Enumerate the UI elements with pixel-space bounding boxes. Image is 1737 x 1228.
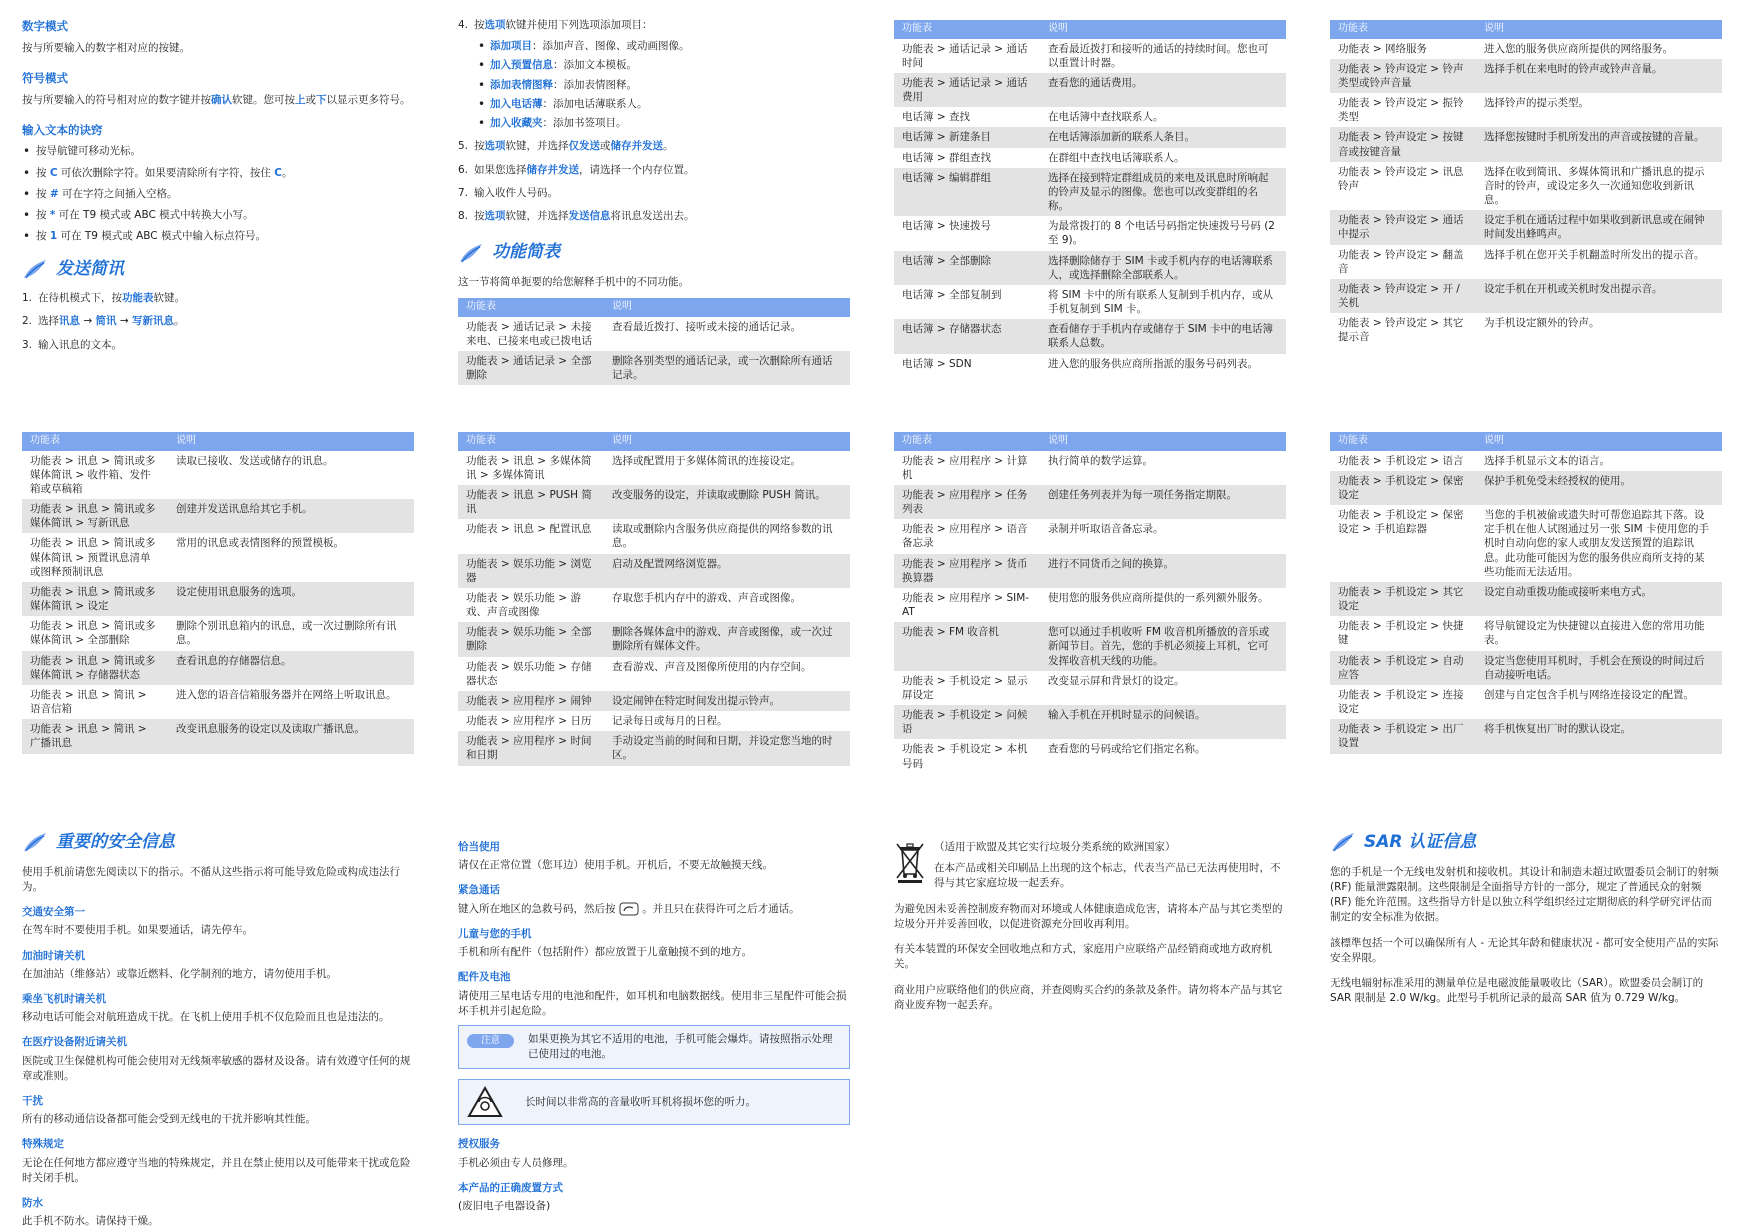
list-item: 6. 如果您选择储存并发送，请选择一个内存位置。 [458, 163, 695, 176]
table-cell-description: 查看游戏、声音及图像所使用的内存空间。 [612, 660, 812, 673]
table-cell-description: 将手机恢复出厂时的默认设定。 [1476, 719, 1722, 753]
table-row [1330, 471, 1722, 505]
table-row [458, 317, 850, 351]
table-cell-function: 电话簿 > 快速拨号 [902, 220, 991, 233]
safety2-heading-5: 授权服务 [458, 1138, 500, 1151]
column-header-function: 功能表 [458, 432, 604, 451]
table-header-row [458, 432, 850, 451]
table-row [1330, 279, 1722, 313]
column-header-description: 说明 [1040, 432, 1286, 451]
column-header-function: 功能表 [1330, 20, 1476, 39]
table-cell-function: 功能表 > 铃声设定 > 铃声类型或铃声音量 [1330, 59, 1476, 93]
symbol-mode-text: 按与所要输入的符号相对应的数字键并按确认软键。您可按上或下以显示更多符号。 [22, 93, 411, 106]
table-cell-function: 功能表 > 手机设定 > 保密设定 [1330, 471, 1476, 505]
list-item: • 按 1 可在 T9 模式或 ABC 模式中输入标点符号。 [22, 229, 414, 244]
crossed-bin-icon [894, 840, 926, 884]
table-row [22, 719, 414, 753]
table-row [22, 451, 414, 500]
table-cell-description: 选择删除储存于 SIM 卡或手机内存的电话簿联系人，或选择删除全部联系人。 [1040, 251, 1286, 285]
table-cell-function: 功能表 > 手机设定 > 快捷键 [1338, 620, 1464, 647]
panel-applications-table [894, 432, 1286, 774]
panel-text-input [22, 18, 414, 363]
table-cell-description: 选择手机显示文本的语言。 [1484, 454, 1610, 467]
panel-messages-table [22, 432, 414, 754]
table-cell-function: 功能表 > 手机设定 > 连接设定 [1338, 688, 1464, 716]
safety2-heading-4: 配件及电池 [458, 971, 511, 984]
safety-heading-2: 加油时请关机 [22, 949, 85, 962]
table-cell-function: 功能表 > 应用程序 > 时间和日期 [458, 731, 604, 765]
table-cell-description: 选择在收到简讯、多媒体简讯和广播讯息的提示音时的铃声，或设定多久一次通知您收到新讯息。 [1484, 165, 1705, 207]
table-cell-description: 改变讯息服务的设定以及读取广播讯息。 [168, 719, 414, 753]
list-item: 7. 输入收件人号码。 [458, 186, 558, 199]
list-item: • 按 * 可在 T9 模式或 ABC 模式中转换大小写。 [22, 208, 414, 223]
table-cell-function: 功能表 > 铃声设定 > 开 / 关机 [1330, 279, 1476, 313]
table-cell-description: 存取您手机内存中的游戏、声音或图像。 [612, 591, 801, 604]
weee-text-2: 在本产品或相关印刷品上出现的这个标志，代表当产品已无法再使用时，不得与其它家庭垃圾一起丢弃。 [934, 862, 1281, 890]
table-row [458, 485, 850, 519]
table-row [458, 622, 850, 656]
table-cell-description: 查看您的通话费用。 [1040, 73, 1286, 107]
table-row [458, 657, 850, 691]
safety2-heading-2: 紧急通话 [458, 884, 500, 897]
table-row [1330, 616, 1722, 650]
table-cell-description: 启动及配置网络浏览器。 [604, 554, 850, 588]
table-row [894, 251, 1286, 285]
table-cell-function: 功能表 > 应用程序 > 语音备忘录 [902, 523, 1028, 550]
panel-entertainment-table [458, 432, 850, 766]
table-row [894, 107, 1286, 127]
table-cell-function: 功能表 > 讯息 > 多媒体简讯 > 多媒体简讯 [466, 454, 592, 481]
table-cell-description: 选择在接到特定群组成员的来电及讯息时所响起的铃声及显示的图像。您也可以改变群组的名称。 [1040, 168, 1286, 217]
section-leaf-icon [22, 258, 48, 280]
safety2-heading-6: 本产品的正确废置方式 [458, 1181, 563, 1194]
send-steps-cont [458, 18, 850, 224]
function-table [458, 432, 850, 766]
list-item: • 按 C 可依次删除字符。如果要清除所有字符，按住 C。 [22, 166, 414, 181]
table-cell-function: 功能表 > 讯息 > 简讯或多媒体简讯 > 收件箱、发件箱或草稿箱 [30, 454, 156, 495]
table-cell-description: 查看您的号码或给它们指定名称。 [1048, 743, 1206, 756]
column-header-function: 功能表 [894, 20, 1040, 39]
table-cell-function: 功能表 > 手机设定 > 保密设定 > 手机追踪器 [1338, 509, 1464, 536]
table-row [894, 739, 1286, 773]
table-cell-description: 删除个别讯息箱内的讯息，或一次过删除所有讯息。 [176, 620, 397, 647]
table-cell-function: 功能表 > 讯息 > 配置讯息 [466, 523, 592, 536]
weee-block [894, 840, 1286, 892]
table-row [894, 148, 1286, 168]
table-cell-description: 进入您的语音信箱服务器并在网络上听取讯息。 [176, 688, 397, 701]
table-cell-description: 查看讯息的存储器信息。 [168, 651, 414, 685]
warning-text: 长时间以非常高的音量收听耳机将损坏您的听力。 [525, 1095, 756, 1108]
table-row [894, 73, 1286, 107]
column-header-description: 说明 [168, 432, 414, 451]
table-cell-description: 查看最近拨打和接听的通话的持续时间。您也可以重置计时器。 [1048, 42, 1269, 69]
column-header-description: 说明 [604, 432, 850, 451]
table-cell-function: 功能表 > 网络服务 [1338, 42, 1427, 55]
function-list-heading: 功能简表 [458, 240, 850, 265]
safety-text-2: 在加油站（维修站）或靠近燃料、化学制剂的地方，请勿使用手机。 [22, 967, 337, 980]
table-cell-function: 功能表 > 铃声设定 > 讯息铃声 [1338, 165, 1464, 192]
column-header-function: 功能表 [458, 298, 604, 317]
table-cell-function: 功能表 > 应用程序 > 计算机 [902, 454, 1028, 481]
note-text: 如果更换为其它不适用的电池，手机可能会爆炸。请按照指示处理已使用过的电池。 [528, 1032, 833, 1061]
table-cell-description: 输入手机在开机时显示的问候语。 [1040, 705, 1286, 739]
safety-heading: 重要的安全信息 [22, 830, 414, 855]
panel-sound-table [1330, 20, 1722, 348]
safety-text-6: 无论在任何地方都应遵守当地的特殊规定，并且在禁止使用以及可能带来干扰或危险时关闭手机。 [22, 1156, 411, 1184]
table-row [1330, 651, 1722, 685]
table-row [1330, 685, 1722, 719]
table-row [894, 554, 1286, 588]
column-header-description: 说明 [604, 298, 850, 317]
table-header-row [22, 432, 414, 451]
table-row [1330, 210, 1722, 244]
table-cell-function: 功能表 > 通话记录 > 全部删除 [458, 351, 604, 385]
table-cell-description: 将 SIM 卡中的所有联系人复制到手机内存，或从手机复制到 SIM 卡。 [1048, 288, 1273, 316]
list-item: • 加入预置信息：添加文本模板。 [478, 58, 850, 73]
table-row [1330, 582, 1722, 616]
table-cell-function: 功能表 > 手机设定 > 显示屏设定 [902, 674, 1028, 701]
table-cell-function: 功能表 > 通话记录 > 通话时间 [902, 42, 1028, 69]
function-table [1330, 20, 1722, 348]
hearing-warning [458, 1079, 850, 1125]
table-cell-description: 选择手机在来电时的铃声或铃声音量。 [1476, 59, 1722, 93]
digit-mode-title: 数字模式 [22, 19, 68, 33]
table-row [1330, 505, 1722, 582]
sar-text-1: 您的手机是一个无线电发射机和接收机。其设计和制造未超过欧盟委员会制订的射频 (RF) 能量泄露限制。这些限制是全面指导方针的一部分，规定了普通民众的射频 (RF) 能允许范围。这些指导方针是以独立科学组织经过定期彻底的科学研究评估而制定的安全标准为依据。 [1330, 865, 1719, 924]
table-row [22, 685, 414, 719]
table-cell-description: 创建任务列表并为每一项任务指定期限。 [1040, 485, 1286, 519]
table-cell-function: 功能表 > 应用程序 > 日历 [466, 715, 592, 728]
table-cell-description: 执行简单的数学运算。 [1048, 454, 1153, 467]
table-cell-function: 功能表 > 讯息 > 简讯 > 语音信箱 [30, 688, 147, 716]
digit-mode-text: 按与所要输入的数字相对应的按键。 [22, 41, 190, 54]
table-cell-function: 功能表 > 手机设定 > 出厂设置 [1330, 719, 1476, 753]
table-cell-function: 功能表 > 手机设定 > 语言 [1338, 454, 1464, 467]
table-cell-description: 设定当您使用耳机时，手机会在预设的时间过后自动接听电话。 [1476, 651, 1722, 685]
table-cell-function: 功能表 > 应用程序 > 货币换算器 [894, 554, 1040, 588]
table-row [458, 711, 850, 731]
table-row [458, 519, 850, 553]
safety-text-7: 此手机不防水。请保持干燥。 [22, 1215, 159, 1228]
table-cell-function: 功能表 > 娱乐功能 > 浏览器 [458, 554, 604, 588]
table-header-row [458, 298, 850, 317]
table-cell-description: 手动设定当前的时间和日期，并设定您当地的时区。 [604, 731, 850, 765]
column-header-description: 说明 [1476, 432, 1722, 451]
table-cell-description: 使用您的服务供应商所提供的一系列额外服务。 [1048, 591, 1269, 604]
function-table [894, 432, 1286, 774]
table-cell-function: 功能表 > 手机设定 > 本机号码 [902, 743, 1028, 770]
table-cell-description: 改变服务的设定，并读取或删除 PUSH 简讯。 [604, 485, 850, 519]
table-row [894, 671, 1286, 705]
safety-text-5: 所有的移动通信设备都可能会受到无线电的干扰并影响其性能。 [22, 1113, 316, 1126]
table-cell-function: 功能表 > 应用程序 > SIM-AT [902, 591, 1030, 619]
table-cell-description: 在电话簿中查找联系人。 [1048, 111, 1164, 124]
table-cell-function: 功能表 > 铃声设定 > 其它提示音 [1338, 317, 1464, 344]
table-cell-description: 设定使用讯息服务的选项。 [168, 582, 414, 616]
table-row [22, 533, 414, 582]
table-cell-function: 功能表 > 讯息 > 简讯或多媒体简讯 > 设定 [22, 582, 168, 616]
sar-heading: SAR 认证信息 [1330, 830, 1722, 855]
table-row [1330, 127, 1722, 161]
table-row [1330, 39, 1722, 59]
table-cell-description: 保护手机免受未经授权的使用。 [1476, 471, 1722, 505]
function-table [22, 432, 414, 754]
function-intro: 这一节将简单扼要的给您解释手机中的不同功能。 [458, 275, 689, 288]
table-cell-description: 进入您的服务供应商所指派的服务号码列表。 [1048, 357, 1258, 370]
safety-heading-6: 特殊规定 [22, 1138, 64, 1151]
symbol-mode-title: 符号模式 [22, 70, 68, 85]
table-cell-function: 电话簿 > 全部删除 [894, 251, 1040, 285]
safety2-text-1: 请仅在正常位置（您耳边）使用手机。开机后，不要无故触摸天线。 [458, 859, 773, 872]
list-item: 1. 在待机模式下，按功能表软键。 [22, 292, 185, 305]
table-cell-description: 选择您按键时手机所发出的声音或按键的音量。 [1476, 127, 1722, 161]
table-cell-description: 当您的手机被偷或遗失时可帮您追踪其下落。设定手机在他人试图通过另一张 SIM 卡使用您的手机时自动向您的家人或朋友发送预置的追踪讯息。此功能可能因为您的服务供应商所支持的某些功能而无法适用。 [1484, 509, 1709, 578]
table-row [1330, 162, 1722, 211]
table-cell-function: 功能表 > 手机设定 > 问候语 [894, 705, 1040, 739]
table-row [894, 519, 1286, 553]
table-cell-function: 功能表 > 手机设定 > 其它设定 [1330, 582, 1476, 616]
table-row [894, 705, 1286, 739]
table-cell-function: 功能表 > 应用程序 > 闹钟 [458, 691, 604, 711]
table-cell-description: 在群组中查找电话簿联系人。 [1048, 151, 1185, 164]
table-cell-description: 将导航键设定为快捷键以直接进入您的常用功能表。 [1484, 620, 1705, 647]
list-item: • 添加项目：添加声音、图像、或动画图像。 [478, 39, 850, 54]
table-cell-description: 进入您的服务供应商所提供的网络服务。 [1484, 42, 1673, 55]
table-cell-function: 电话簿 > 群组查找 [902, 151, 991, 164]
table-header-row [1330, 432, 1722, 451]
safety-text-4: 医院或卫生保健机构可能会使用对无线频率敏感的器材及设备。请有效遵守任何的规章或准则。 [22, 1054, 411, 1082]
table-cell-description: 录制并听取语音备忘录。 [1048, 523, 1164, 536]
send-message-heading: 发送简讯 [22, 257, 414, 282]
panel-send-options [458, 18, 850, 385]
table-cell-description: 设定手机在开机或关机时发出提示音。 [1476, 279, 1722, 313]
table-cell-function: 功能表 > 通话记录 > 通话费用 [894, 73, 1040, 107]
table-row [22, 582, 414, 616]
send-key-icon [619, 902, 639, 916]
table-row [1330, 451, 1722, 471]
hearing-warning-icon [467, 1086, 503, 1118]
table-row [458, 588, 850, 622]
list-item: 8. 按选项软键，并选择发送信息将讯息发送出去。 [458, 209, 695, 222]
table-cell-function: 电话簿 > 编辑群组 [894, 168, 1040, 217]
table-cell-function: 功能表 > 铃声设定 > 翻盖音 [1338, 248, 1464, 275]
table-cell-description: 设定自动重拨功能或接听来电方式。 [1476, 582, 1722, 616]
table-row [894, 451, 1286, 485]
table-cell-description: 在电话簿添加新的联系人条目。 [1040, 127, 1286, 147]
section-leaf-icon [1330, 831, 1356, 853]
table-row [894, 485, 1286, 519]
list-item: • 按导航键可移动光标。 [22, 144, 414, 159]
table-row [22, 499, 414, 533]
table-cell-description: 创建并发送讯息给其它手机。 [168, 499, 414, 533]
table-row [1330, 59, 1722, 93]
panel-sar [1330, 830, 1722, 1020]
table-cell-description: 您可以通过手机收听 FM 收音机所播放的音乐或新闻节目。首先，您的手机必须接上耳机，它可发挥收音机天线的功能。 [1040, 622, 1286, 671]
table-header-row [894, 20, 1286, 39]
panel-safety [22, 830, 414, 1228]
table-row [894, 622, 1286, 671]
tips-title: 输入文本的诀窍 [22, 122, 103, 137]
function-table [1330, 432, 1722, 754]
sar-text-3: 无线电辐射标准采用的测量单位是电磁波能量吸收比（SAR）。欧盟委员会制订的 SAR 限制是 2.0 W/kg。此型号手机所记录的最高 SAR 值为 0.729 W/kg。 [1330, 976, 1704, 1005]
table-row [894, 319, 1286, 353]
safety2-text-2: 键入所在地区的急救号码，然后按 。并且只在获得许可之后才通话。 [458, 902, 800, 915]
list-item: • 加入收藏夹：添加书签项目。 [478, 116, 850, 131]
weee-text-1: （适用于欧盟及其它实行垃圾分类系统的欧洲国家） [934, 841, 1176, 853]
list-item: 3. 输入讯息的文本。 [22, 338, 122, 351]
panel-settings-table [1330, 432, 1722, 754]
battery-note [458, 1025, 850, 1069]
note-tag: 注意 [467, 1034, 514, 1048]
table-cell-function: 功能表 > 讯息 > 简讯或多媒体简讯 > 存储器状态 [22, 651, 168, 685]
table-row [22, 616, 414, 650]
weee-text-5: 商业用户应联络他们的供应商，并查阅购买合约的条款及条件。请勿将本产品与其它商业废弃物一起丢弃。 [894, 983, 1283, 1011]
table-cell-function: 功能表 > 应用程序 > 任务列表 [894, 485, 1040, 519]
table-cell-description: 查看最近拨打、接听或未接的通话记录。 [612, 320, 801, 333]
safety-text-3: 移动电话可能会对航班造成干扰。在飞机上使用手机不仅危险而且也是违法的。 [22, 1011, 390, 1024]
table-cell-function: 功能表 > 铃声设定 > 振铃类型 [1338, 97, 1464, 124]
table-row [22, 651, 414, 685]
table-cell-description: 进行不同货币之间的换算。 [1040, 554, 1286, 588]
safety-heading-5: 干扰 [22, 1095, 43, 1108]
list-item: 4. 按选项软键并使用下列选项添加项目： • 添加项目：添加声音、图像、或动画图像。 • 加入预置信息：添加文本模板。 • 添加表情图释：添加表情图释。 • 加入电话薄：添加电话薄联系人。 • 加入收藏夹：添加书签项目。 [458, 18, 850, 131]
table-cell-function: 电话簿 > 查找 [902, 111, 970, 124]
table-row [458, 351, 850, 385]
table-cell-function: 电话簿 > SDN [902, 357, 972, 370]
send-steps [22, 291, 414, 353]
safety2-text-5: 手机必须由专人员修理。 [458, 1156, 574, 1169]
column-header-function: 功能表 [894, 432, 1040, 451]
table-cell-description: 删除各媒体盒中的游戏、声音或图像，或一次过删除所有媒体文件。 [604, 622, 850, 656]
table-cell-description: 选择手机在您开关手机翻盖时所发出的提示音。 [1484, 248, 1705, 261]
list-item: 5. 按选项软键，并选择仅发送或储存并发送。 [458, 140, 674, 153]
safety2-text-3: 手机和所有配件（包括附件）都应放置于儿童触摸不到的地方。 [458, 946, 752, 959]
table-row [894, 216, 1286, 250]
table-cell-function: 功能表 > 讯息 > 简讯或多媒体简讯 > 写新讯息 [22, 499, 168, 533]
table-cell-description: 设定闹钟在特定时间发出提示铃声。 [604, 691, 850, 711]
column-header-function: 功能表 [22, 432, 168, 451]
table-cell-function: 功能表 > FM 收音机 [894, 622, 1040, 671]
table-cell-description: 记录每日或每月的日程。 [612, 715, 728, 728]
table-cell-description: 查看储存于手机内存或储存于 SIM 卡中的电话簿联系人总数。 [1040, 319, 1286, 353]
table-cell-function: 功能表 > 讯息 > PUSH 简讯 [458, 485, 604, 519]
weee-text-4: 有关本装置的环保安全回收地点和方式，家庭用户应联络产品经销商或地方政府机关。 [894, 943, 1272, 971]
table-row [458, 451, 850, 485]
safety-heading-7: 防水 [22, 1197, 43, 1210]
table-cell-function: 功能表 > 娱乐功能 > 存储器状态 [466, 660, 592, 687]
table-row [894, 588, 1286, 622]
safety-heading-1: 交通安全第一 [22, 906, 85, 919]
tips-list [22, 144, 414, 244]
table-row [894, 168, 1286, 217]
table-header-row [894, 432, 1286, 451]
list-item: 2. 选择讯息 → 简讯 → 写新讯息。 [22, 315, 185, 328]
table-cell-function: 功能表 > 手机设定 > 自动应答 [1330, 651, 1476, 685]
safety2-text-6: (废旧电子电器设备) [458, 1200, 551, 1213]
table-cell-description: 为最常拨打的 8 个电话号码指定快速拨号号码 (2 至 9)。 [1048, 220, 1275, 247]
panel-weee [894, 840, 1286, 1027]
safety-text-1: 在驾车时不要使用手机。如果要通话，请先停车。 [22, 924, 253, 937]
table-cell-function: 功能表 > 娱乐功能 > 全部删除 [458, 622, 604, 656]
table-cell-function: 电话簿 > 新建条目 [894, 127, 1040, 147]
safety-intro: 使用手机前请您先阅读以下的指示。不循从这些指示将可能导致危险或构成违法行为。 [22, 865, 400, 893]
table-cell-description: 改变显示屏和背景灯的设定。 [1048, 674, 1185, 687]
weee-text-3: 为避免因未妥善控制废弃物而对环境或人体健康造成危害，请将本产品与其它类型的垃圾分开并妥善回收，以促进资源充分回收再利用。 [894, 902, 1283, 930]
table-row [1330, 719, 1722, 753]
table-cell-function: 功能表 > 娱乐功能 > 游戏、声音或图像 [466, 591, 581, 619]
table-cell-description: 设定手机在通话过程中如果收到新讯息或在闹钟时间发出蜂鸣声。 [1476, 210, 1722, 244]
safety2-heading-1: 恰当使用 [458, 841, 500, 853]
table-cell-function: 功能表 > 讯息 > 简讯或多媒体简讯 > 全部删除 [30, 620, 156, 647]
table-row [1330, 245, 1722, 279]
option-list [478, 39, 850, 131]
table-row [458, 554, 850, 588]
table-row [458, 731, 850, 765]
table-cell-function: 功能表 > 铃声设定 > 按键音或按键音量 [1330, 127, 1476, 161]
table-cell-description: 选择或配置用于多媒体简讯的连接设定。 [612, 454, 801, 467]
table-cell-function: 功能表 > 讯息 > 简讯 > 广播讯息 [22, 719, 168, 753]
function-table [894, 20, 1286, 374]
table-cell-description: 选择铃声的提示类型。 [1484, 97, 1589, 110]
table-cell-description: 常用的讯息或表情图释的预置模板。 [176, 537, 344, 550]
section-leaf-icon [458, 242, 484, 264]
table-cell-function: 电话簿 > 存储器状态 [894, 319, 1040, 353]
table-cell-description: 为手机设定额外的铃声。 [1484, 317, 1600, 330]
panel-safety-cont [458, 840, 850, 1228]
list-item: • 按 # 可在字符之间插入空格。 [22, 187, 414, 202]
table-row [894, 127, 1286, 147]
column-header-description: 说明 [1040, 20, 1286, 39]
function-table [458, 298, 850, 385]
table-row [1330, 93, 1722, 127]
sar-text-2: 該標準包括一个可以确保所有人 - 无论其年龄和健康状况 - 都可安全使用产品的实际安全界限。 [1330, 936, 1719, 964]
column-header-description: 说明 [1476, 20, 1722, 39]
safety2-heading-3: 儿童与您的手机 [458, 927, 532, 940]
list-item: • 添加表情图释：添加表情图释。 [478, 78, 850, 93]
table-row [458, 691, 850, 711]
safety2-text-4: 请使用三星电话专用的电池和配件，如耳机和电脑数据线。使用非三星配件可能会损坏手机并引起危险。 [458, 989, 847, 1017]
safety-heading-3: 乘坐飞机时请关机 [22, 992, 106, 1005]
table-cell-description: 读取已接收、发送或储存的讯息。 [176, 454, 334, 467]
table-cell-function: 功能表 > 讯息 > 简讯或多媒体简讯 > 预置讯息清单或图释预制讯息 [30, 537, 156, 578]
panel-phonebook-table [894, 20, 1286, 374]
table-cell-function: 功能表 > 铃声设定 > 通话中提示 [1330, 210, 1476, 244]
table-cell-description: 删除各别类型的通话记录，或一次删除所有通话记录。 [604, 351, 850, 385]
safety-heading-4: 在医疗设备附近请关机 [22, 1036, 127, 1049]
table-row [894, 285, 1286, 319]
table-cell-function: 电话簿 > 全部复制到 [902, 288, 1002, 301]
table-cell-description: 读取或删除内含服务供应商提供的网络参数的讯息。 [612, 523, 833, 550]
table-cell-function: 功能表 > 通话记录 > 未接来电、已接来电或已拨电话 [466, 320, 592, 347]
table-row [1330, 313, 1722, 347]
list-item: • 加入电话薄：添加电话薄联系人。 [478, 97, 850, 112]
column-header-function: 功能表 [1330, 432, 1476, 451]
table-header-row [1330, 20, 1722, 39]
section-leaf-icon [22, 831, 48, 853]
table-cell-description: 创建与自定包含手机与网络连接设定的配置。 [1484, 688, 1694, 701]
table-row [894, 354, 1286, 374]
table-row [894, 39, 1286, 73]
